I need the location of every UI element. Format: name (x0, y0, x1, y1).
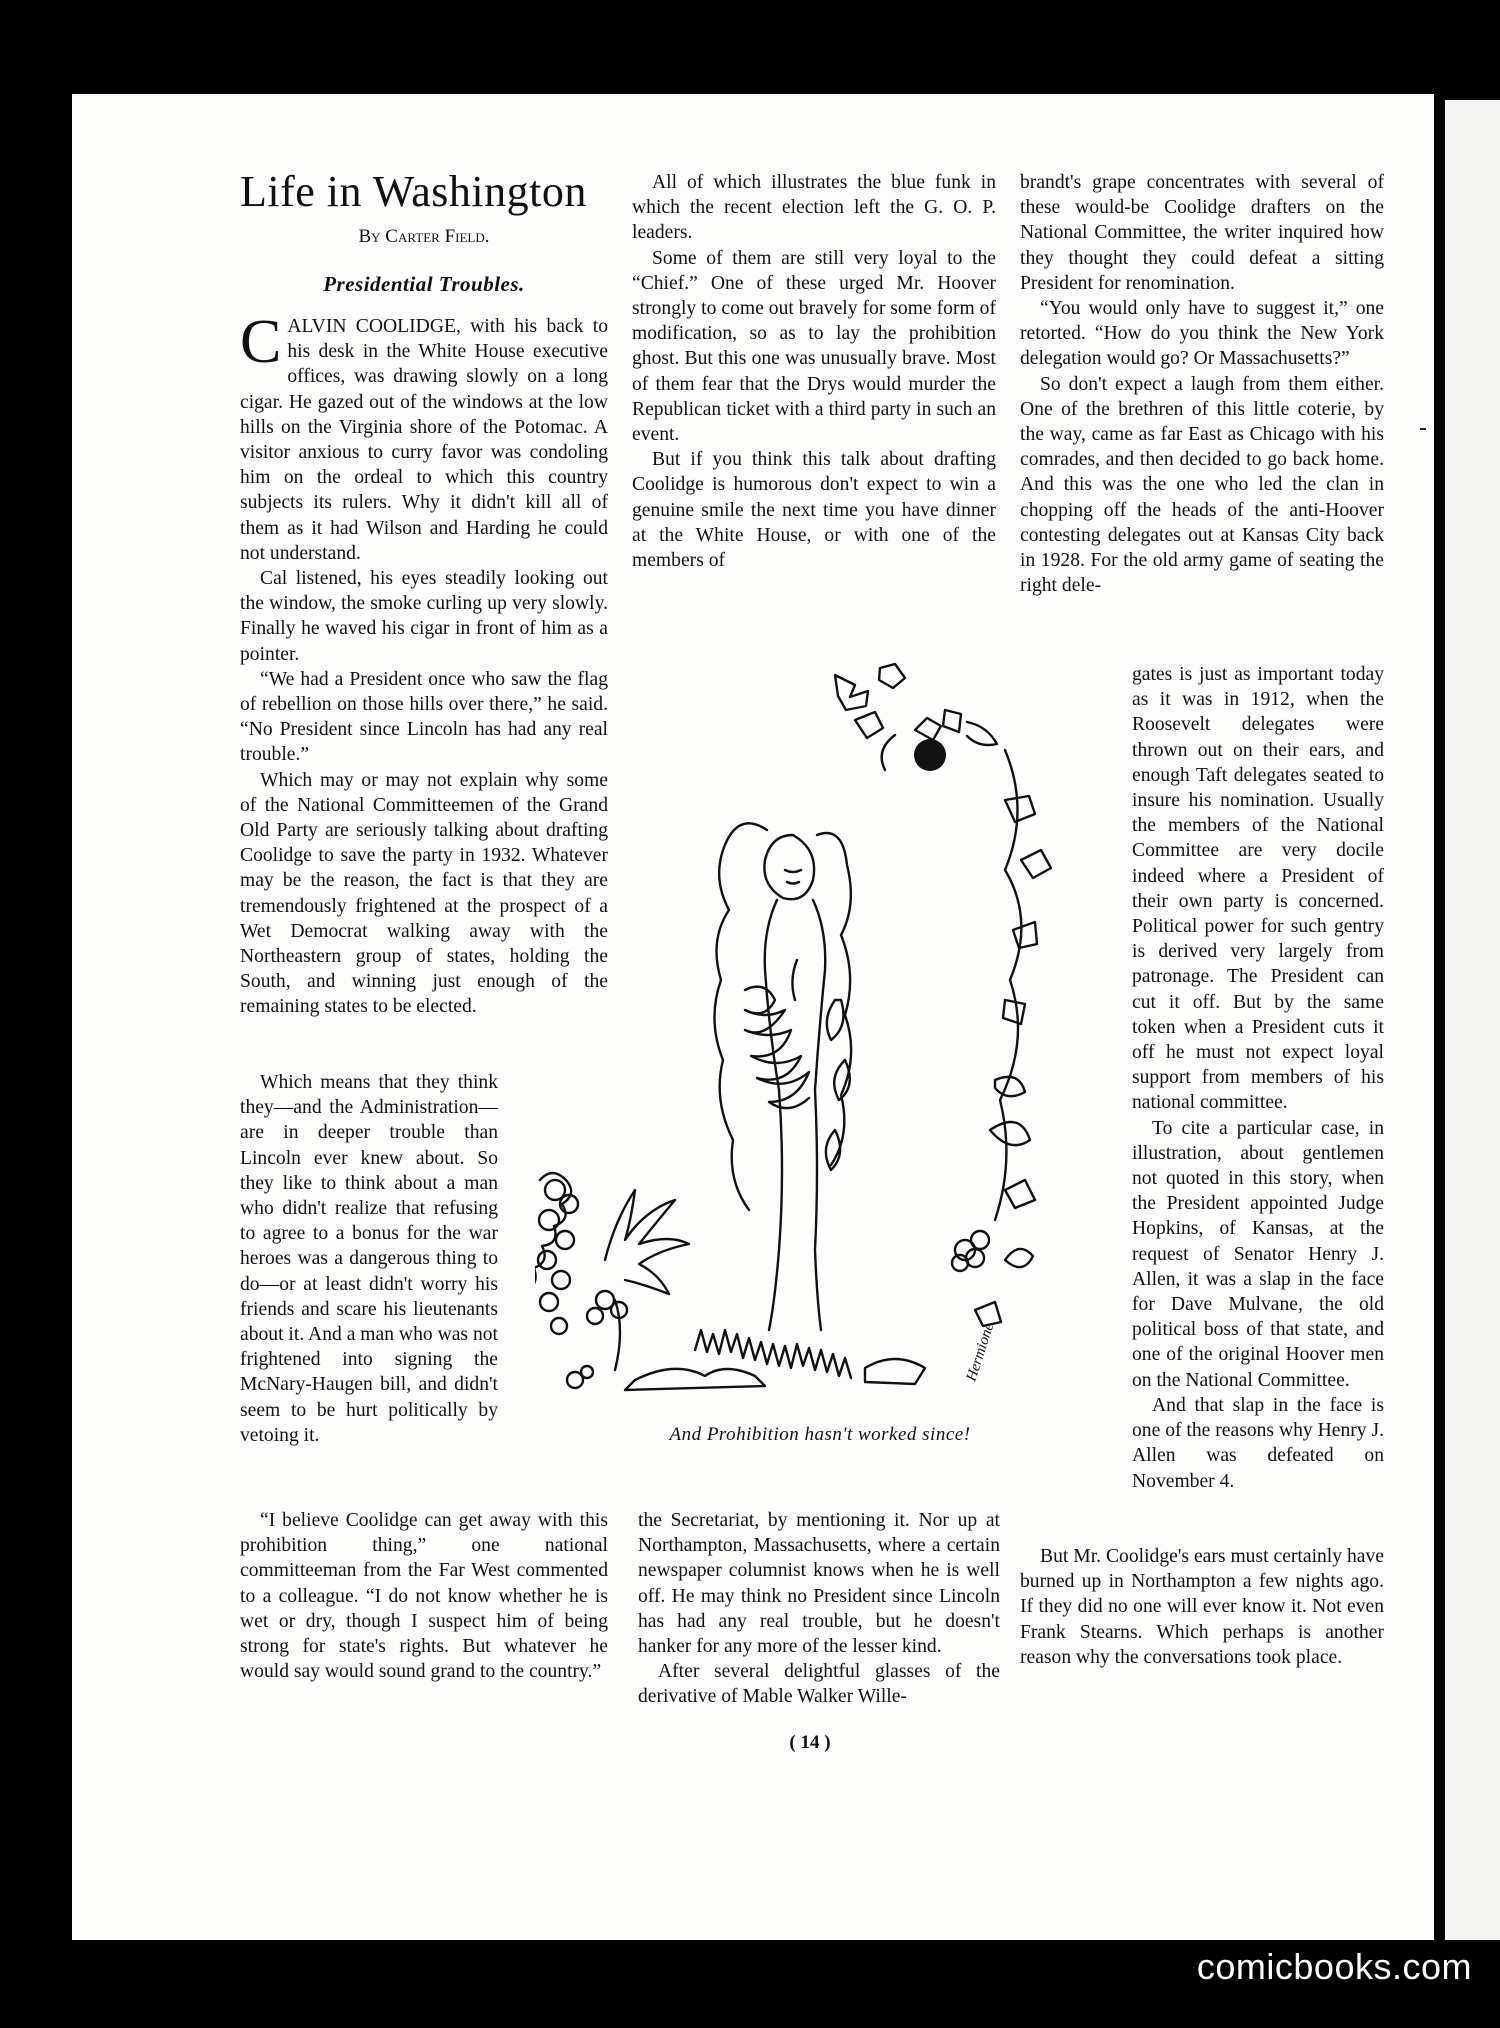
page-number: ( 14 ) (789, 1732, 831, 1753)
black-fruit-icon (914, 739, 946, 771)
artist-signature: Hermione (963, 1321, 998, 1384)
paragraph: Cal listened, his eyes steadily looking out the window, the smoke curling up very slowly. Finally he waved his cigar in front of him as a pointer. (240, 568, 608, 665)
watermark: comicbooks.com (1196, 1946, 1472, 1987)
paragraph-text: ALVIN COOLIDGE, with his back to his desk in the White House executive offices, was drawing slowly on a long cigar. He gazed out of the windows at the low hills on the Virginia shore of the Potomac. A visitor anxious to curry favor was condoling him on the ordeal to which this country subjects its rulers. Why it didn't kill all of them as it had Wilson and Harding he could not understand. (240, 316, 608, 564)
paragraph: And that slap in the face is one of the reasons why Henry J. Allen was defeated on November 4. (1132, 1394, 1384, 1492)
drop-cap: C (240, 308, 282, 376)
article-byline: By Carter Field. (358, 226, 490, 247)
column-3-narrow (1132, 662, 1384, 1494)
column-3-bottom (1020, 1544, 1384, 1670)
paragraph: Some of them are still very loyal to the “Chief.” One of these urged Mr. Hoover strongly to come out bravely for some form of modification, so as to lay the prohibition ghost. But this one was unusually brave. Most of them fear that the Drys would murder the Republican ticket with a third party in such an event. (632, 247, 996, 446)
paragraph: gates is just as important today as it was in 1912, when the Roosevelt delegates were thrown out on their ears, and enough Taft delegates seated to insure his nomination. Usually the members of the National Committee are very docile indeed where a President of their own party is concerned. Political power for such gentry is derived very largely from patronage. The President can cut it off. But by the same token when a President cuts it off he must not expect loyal support from members of his national committee. (1132, 664, 1384, 1114)
paragraph: To cite a particular case, in illustration, about gentlemen not quoted in this story, when the President appointed Judge Hopkins, of Kansas, at the request of Senator Henry J. Allen, it was a slap in the face for Dave Mulvane, the old political boss of that state, and one of the original Hoover men on the National Committee. (1132, 1117, 1384, 1391)
next-page-edge (1445, 100, 1500, 1940)
paragraph (240, 308, 608, 566)
article-subhead: Presidential Troubles. (323, 272, 525, 296)
column-1-narrow (240, 1070, 498, 1448)
paragraph: But Mr. Coolidge's ears must certainly have burned up in Northampton a few nights ago. If they did no one will ever know it. Not even Frank Stearns. Which perhaps is another reason why the conversations took place. (1020, 1546, 1384, 1668)
column-2-lower (638, 1508, 1000, 1710)
paragraph: brandt's grape concentrates with several of these would-be Coolidge drafters on the National Committee, the writer inquired how they thought they could defeat a sitting President for renomination. (1020, 172, 1384, 294)
column-1-bottom (240, 1508, 608, 1684)
column-2-upper (632, 170, 996, 573)
paragraph: “I believe Coolidge can get away with this prohibition thing,” one national committeeman from the Far West commented to a colleague. “I do not know whether he is wet or dry, though I suspect him of being strong for state's rights. But whatever he would say would sound grand to the country.” (240, 1510, 608, 1683)
paragraph: All of which illustrates the blue funk in which the recent election left the G. O. P. leaders. (632, 172, 996, 244)
paragraph: “We had a President once who saw the flag of rebellion on those hills over there,” he said. “No President since Lincoln has had any real trouble.” (240, 668, 608, 766)
column-3-upper (1020, 170, 1384, 598)
illustration-caption: And Prohibition hasn't worked since! (669, 1424, 971, 1445)
paragraph: Which means that they think they—and the Administration—are in deeper trouble than Lincoln ever knew about. So they like to think about a man who didn't realize that refusing to agree to a bonus for the war heroes was a dangerous thing to do—or at least didn't worry his friends and scare his lieutenants about it. And a man who was not frightened into signing the McNary-Haugen bill, and didn't seem to be hurt politically by vetoing it. (240, 1072, 498, 1446)
paragraph: “You would only have to suggest it,” one retorted. “How do you think the New York delegation would go? Or Massachusetts?” (1020, 298, 1384, 370)
paragraph: So don't expect a laugh from them either. One of the brethren of this little coterie, by the way, came as far East as Chicago with his comrades, and then decided to go back home. And this was the one who led the clan in chopping off the heads of the anti-Hoover contesting delegates out at Kansas City back in 1928. For the old army game of seating the right dele- (1020, 373, 1384, 597)
paragraph: Which may or may not explain why some of the National Committeemen of the Grand Old Party are seriously talking about drafting Coolidge to save the party in 1932. Whatever may be the reason, the fact is that they are tremendously frightened at the prospect of a Wet Democrat walking away with the Northeastern group of states, holding the South, and winning just enough of the remaining states to be elected. (240, 769, 608, 1018)
woman-with-vines-illustration (535, 660, 1080, 1420)
article-title: Life in Washington (240, 167, 587, 216)
paragraph: After several delightful glasses of the derivative of Mable Walker Wille- (638, 1661, 1000, 1708)
margin-mark (1420, 428, 1426, 430)
paragraph: the Secretariat, by mentioning it. Nor up at Northampton, Massachusetts, where a certain newspaper columnist knows when he is well off. He may think no President since Lincoln has had any real trouble, but he doesn't hanker for any more of the lesser kind. (638, 1510, 1000, 1658)
paragraph: But if you think this talk about drafting Coolidge is humorous don't expect to win a genuine smile the next time you have dinner at the White House, or with one of the members of (632, 449, 996, 572)
